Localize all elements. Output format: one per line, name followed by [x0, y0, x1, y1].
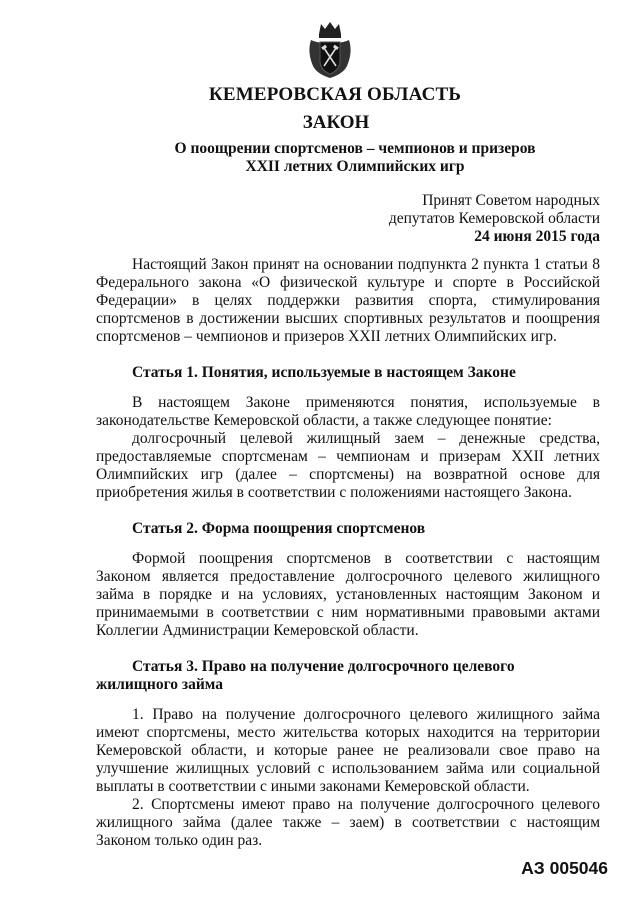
article-paragraph: В настоящем Законе применяются понятия, используемые в законодательстве Кемеровской области, а также следующее понятие:: [96, 394, 600, 429]
region-title: КЕМЕРОВСКАЯ ОБЛАСТЬ: [208, 84, 462, 105]
law-body: [96, 256, 600, 850]
article-heading: Статья 2. Форма поощрения спортсменов: [132, 520, 426, 537]
law-title: [90, 140, 620, 176]
coat-of-arms-icon: [307, 20, 353, 80]
adoption-line: депутатов Кемеровской области: [388, 210, 600, 227]
article-paragraph: долгосрочный целевой жилищный заем – денежные средства, предоставляемые спортсменам – чемпионам и призерам XXII летних Олимпийских игр (далее – спортсмены) на возвратной основе для приобретения жилья в соответствии с положениями настоящего Закона.: [96, 430, 600, 501]
document-stamp-number: АЗ 005046: [521, 858, 608, 878]
document-type: ЗАКОН: [302, 112, 370, 133]
adoption-date: 24 июня 2015 года: [474, 228, 600, 245]
preamble: Настоящий Закон принят на основании подпункта 2 пункта 1 статьи 8 Федерального закона «О физической культуре и спорте в Российской Федерации» в целях поддержки развития спорта, стимулирования спортсменов в достижении высших спортивных результатов и поощрения спортсменов – чемпионов и призеров XXII летних Олимпийских игр.: [96, 256, 600, 345]
law-title-line: О поощрении спортсменов – чемпионов и призеров: [174, 140, 536, 157]
article-paragraph: Формой поощрения спортсменов в соответствии с настоящим Законом является предоставление долгосрочного целевого жилищного займа в порядке и на условиях, установленных настоящим Законом и принимаемыми в соответствии с ним нормативными правовыми актами Коллегии Администрации Кемеровской области.: [96, 550, 600, 639]
adoption-block: [389, 192, 600, 246]
article-paragraph: 2. Спортсмены имеют право на получение долгосрочного целевого жилищного займа (далее также – заем) в соответствии с настоящим Законом только один раз.: [96, 796, 600, 849]
article-heading: Статья 3. Право на получение долгосрочного целевого жилищного займа: [96, 658, 515, 693]
article-heading: Статья 1. Понятия, используемые в настоящем Законе: [132, 364, 516, 381]
article-paragraph: 1. Право на получение долгосрочного целевого жилищного займа имеют спортсмены, место жительства которых находится на территории Кемеровской области, и которые ранее не реализовали свое право на улучшение жилищных условий с использованием займа или социальной выплаты в соответствии с иными законами Кемеровской области.: [96, 706, 600, 795]
adoption-line: Принят Советом народных: [422, 192, 600, 209]
law-title-line: XXII летних Олимпийских игр: [245, 158, 465, 175]
